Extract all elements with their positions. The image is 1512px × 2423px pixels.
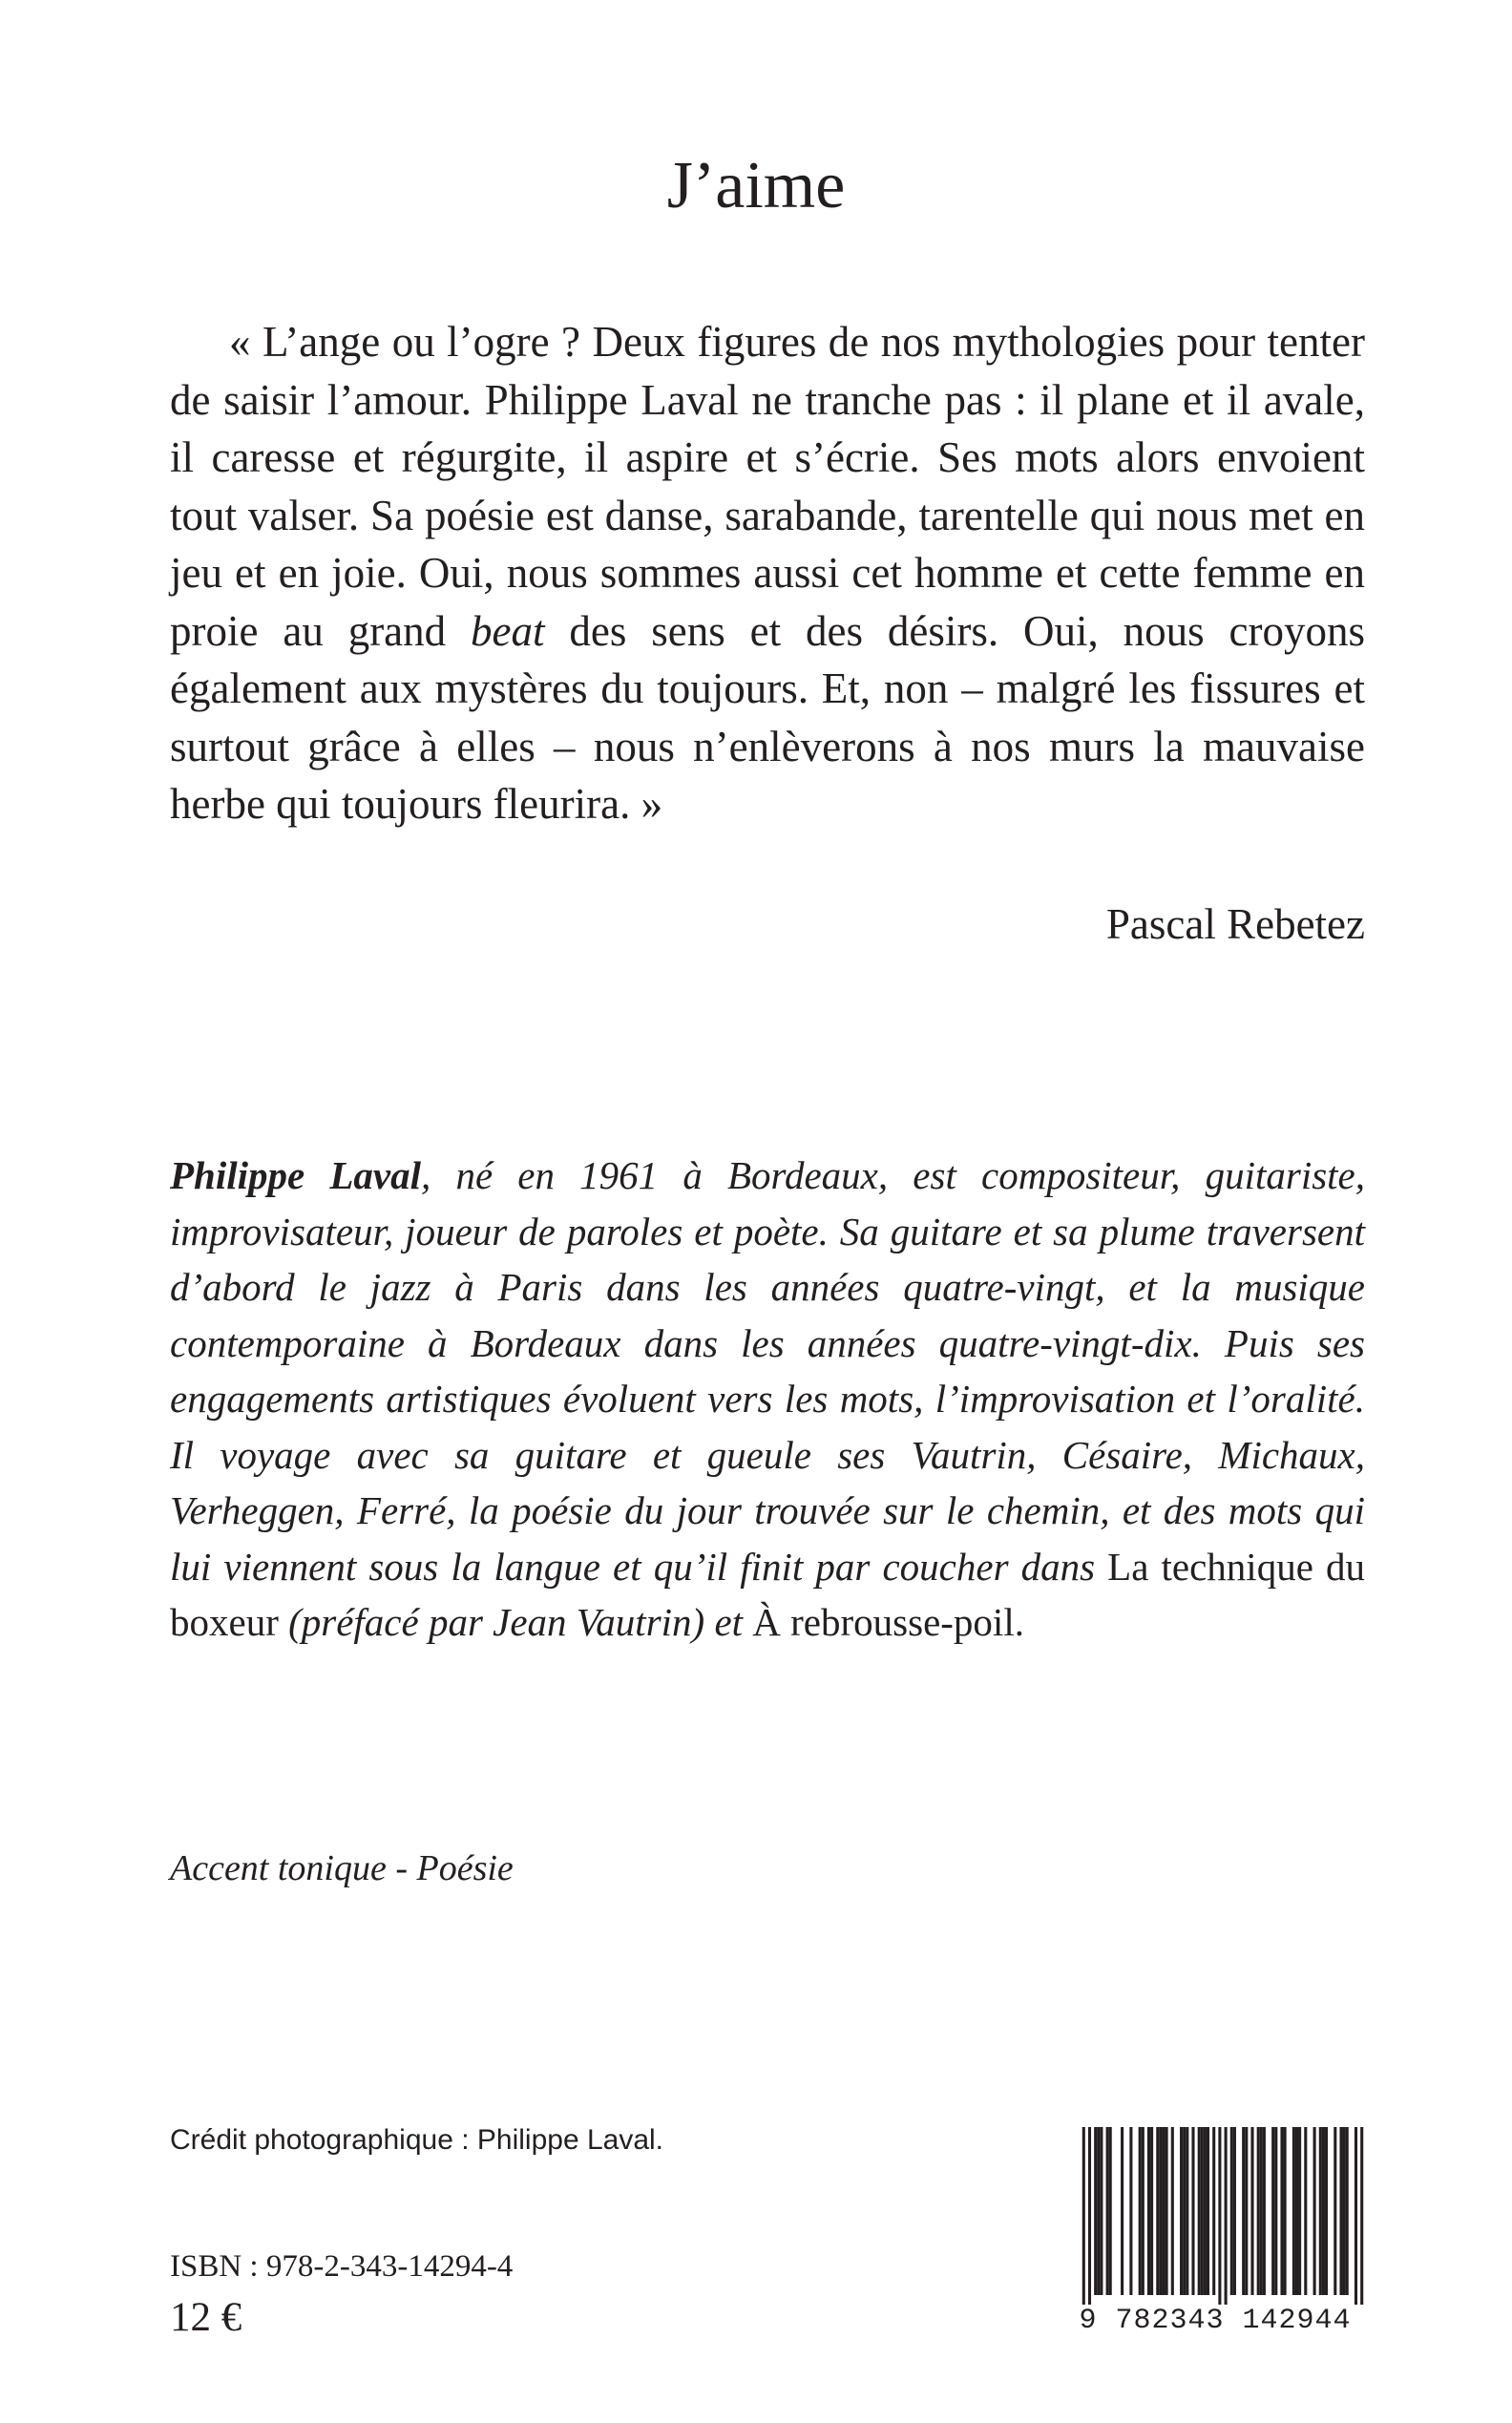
barcode-bar bbox=[1295, 2127, 1298, 2295]
barcode-bar bbox=[1198, 2127, 1201, 2295]
ean13-barcode-icon bbox=[1060, 2127, 1371, 2337]
barcode-bar bbox=[1183, 2127, 1186, 2295]
barcode-bar bbox=[1343, 2127, 1346, 2295]
barcode-bar bbox=[1139, 2127, 1142, 2295]
barcode-bar bbox=[1304, 2127, 1307, 2295]
barcode-bar bbox=[1284, 2127, 1287, 2295]
barcode-bar bbox=[1325, 2127, 1328, 2295]
barcode-bar bbox=[1319, 2127, 1322, 2295]
barcode-bar bbox=[1142, 2127, 1144, 2295]
quote-text: « L’ange ou l’ogre ? Deux figures de nos mythologies pour tenter de saisir l’amour. Philippe Laval ne tranche pas : il plane et il avale, il caresse et régurgite, il aspire et s’écrie. Ses mots alors envoient tout valser. Sa poésie est danse, sarabande, tarentelle qui nous met en jeu et en joie. Oui, nous sommes aussi cet homme et cette femme en proie au grand bbox=[170, 318, 1365, 655]
barcode-bar bbox=[1313, 2127, 1316, 2295]
barcode-bar bbox=[1260, 2127, 1263, 2295]
bio-text-3: . bbox=[1014, 1600, 1024, 1644]
barcode-bar bbox=[1100, 2127, 1102, 2295]
barcode-bar bbox=[1109, 2127, 1112, 2295]
barcode-bar bbox=[1159, 2127, 1162, 2295]
barcode-bar bbox=[1082, 2127, 1085, 2305]
barcode-bar bbox=[1088, 2127, 1091, 2305]
photo-credit: Crédit photographique : Philippe Laval. bbox=[170, 2124, 664, 2156]
collection-name: Accent tonique - Poésie bbox=[170, 1848, 514, 1888]
barcode-bar bbox=[1121, 2127, 1124, 2295]
book-title-1: La technique du boxeur bbox=[170, 1544, 1365, 1644]
barcode-bar bbox=[1298, 2127, 1301, 2295]
barcode-bar bbox=[1180, 2127, 1183, 2295]
barcode-bar bbox=[1322, 2127, 1325, 2295]
barcode-bar bbox=[1166, 2127, 1168, 2295]
quote-emphasis: beat bbox=[471, 606, 545, 655]
quote-author: Pascal Rebetez bbox=[1105, 900, 1365, 948]
barcode-bar bbox=[1171, 2127, 1174, 2295]
barcode-bar bbox=[1274, 2127, 1277, 2295]
barcode-bar bbox=[1339, 2127, 1342, 2295]
barcode-bar bbox=[1242, 2127, 1245, 2295]
barcode-bar bbox=[1162, 2127, 1165, 2295]
barcode-bar bbox=[1230, 2127, 1233, 2295]
barcode-bar bbox=[1129, 2127, 1132, 2295]
barcode-bar bbox=[1204, 2127, 1207, 2295]
barcode-bar bbox=[1354, 2127, 1357, 2305]
barcode-bar bbox=[1156, 2127, 1159, 2295]
barcode-bar bbox=[1346, 2127, 1349, 2295]
barcode-bar bbox=[1094, 2127, 1097, 2295]
barcode-bar bbox=[1360, 2127, 1363, 2305]
quote-text-end: des sens et des désirs. Oui, nous croyons également aux mystères du toujours. Et, non – malgré les fissures et surtout grâce à elles – nous n’enlèverons à nos murs la mauvaise herbe qui toujours fleurira. » bbox=[170, 606, 1365, 828]
barcode-bar bbox=[1245, 2127, 1248, 2295]
barcode-bar bbox=[1263, 2127, 1266, 2295]
book-title-2: À rebrousse-poil bbox=[752, 1600, 1015, 1644]
barcode-bar bbox=[1334, 2127, 1336, 2295]
barcode-bar bbox=[1191, 2127, 1194, 2295]
barcode-bar bbox=[1233, 2127, 1236, 2295]
barcode-bar bbox=[1150, 2127, 1153, 2295]
barcode-bar bbox=[1292, 2127, 1295, 2295]
barcode-bar bbox=[1257, 2127, 1260, 2295]
isbn-number: ISBN : 978-2-343-14294-4 bbox=[170, 2249, 514, 2284]
bio-text-2: (préfacé par Jean Vautrin) et bbox=[278, 1600, 753, 1644]
price: 12 € bbox=[170, 2295, 242, 2340]
bio-text-1: , né en 1961 à Bordeaux, est compositeur, guitariste, improvisateur, joueur de paroles et poète. Sa guitare et sa plume traversent d’abord le jazz à Paris dans les années quatre-vingt, et la musique contemporaine à Bordeaux dans les années quatre-vingt-dix. Puis ses engagements artistiques évoluent vers les mots, l’improvisation et l’oralité. Il voyage avec sa guitare et gueule ses Vautrin, Césaire, Michaux, Verheggen, Ferré, la poésie du jour trouvée sur le chemin, et des mots qui lui viennent sous la langue et qu’il finit par coucher dans bbox=[170, 1153, 1366, 1589]
barcode-bar bbox=[1225, 2127, 1228, 2305]
barcode-bar bbox=[1250, 2127, 1253, 2295]
barcode-bar bbox=[1186, 2127, 1188, 2295]
barcode-bar bbox=[1271, 2127, 1274, 2295]
barcode-bar bbox=[1212, 2127, 1215, 2295]
barcode-bars bbox=[1060, 2127, 1371, 2305]
barcode-digits: 9 782343 142944 bbox=[1060, 2305, 1371, 2337]
barcode-bar bbox=[1207, 2127, 1209, 2295]
back-cover-quote bbox=[170, 313, 1365, 833]
author-biography bbox=[170, 1148, 1365, 1651]
barcode-bar bbox=[1201, 2127, 1204, 2295]
barcode-bar bbox=[1280, 2127, 1283, 2295]
barcode-bar bbox=[1147, 2127, 1150, 2295]
barcode-bar bbox=[1097, 2127, 1100, 2295]
barcode-bar bbox=[1218, 2127, 1221, 2305]
barcode-bar bbox=[1106, 2127, 1109, 2295]
author-name: Philippe Laval bbox=[170, 1153, 422, 1197]
book-title: J’aime bbox=[666, 149, 846, 222]
